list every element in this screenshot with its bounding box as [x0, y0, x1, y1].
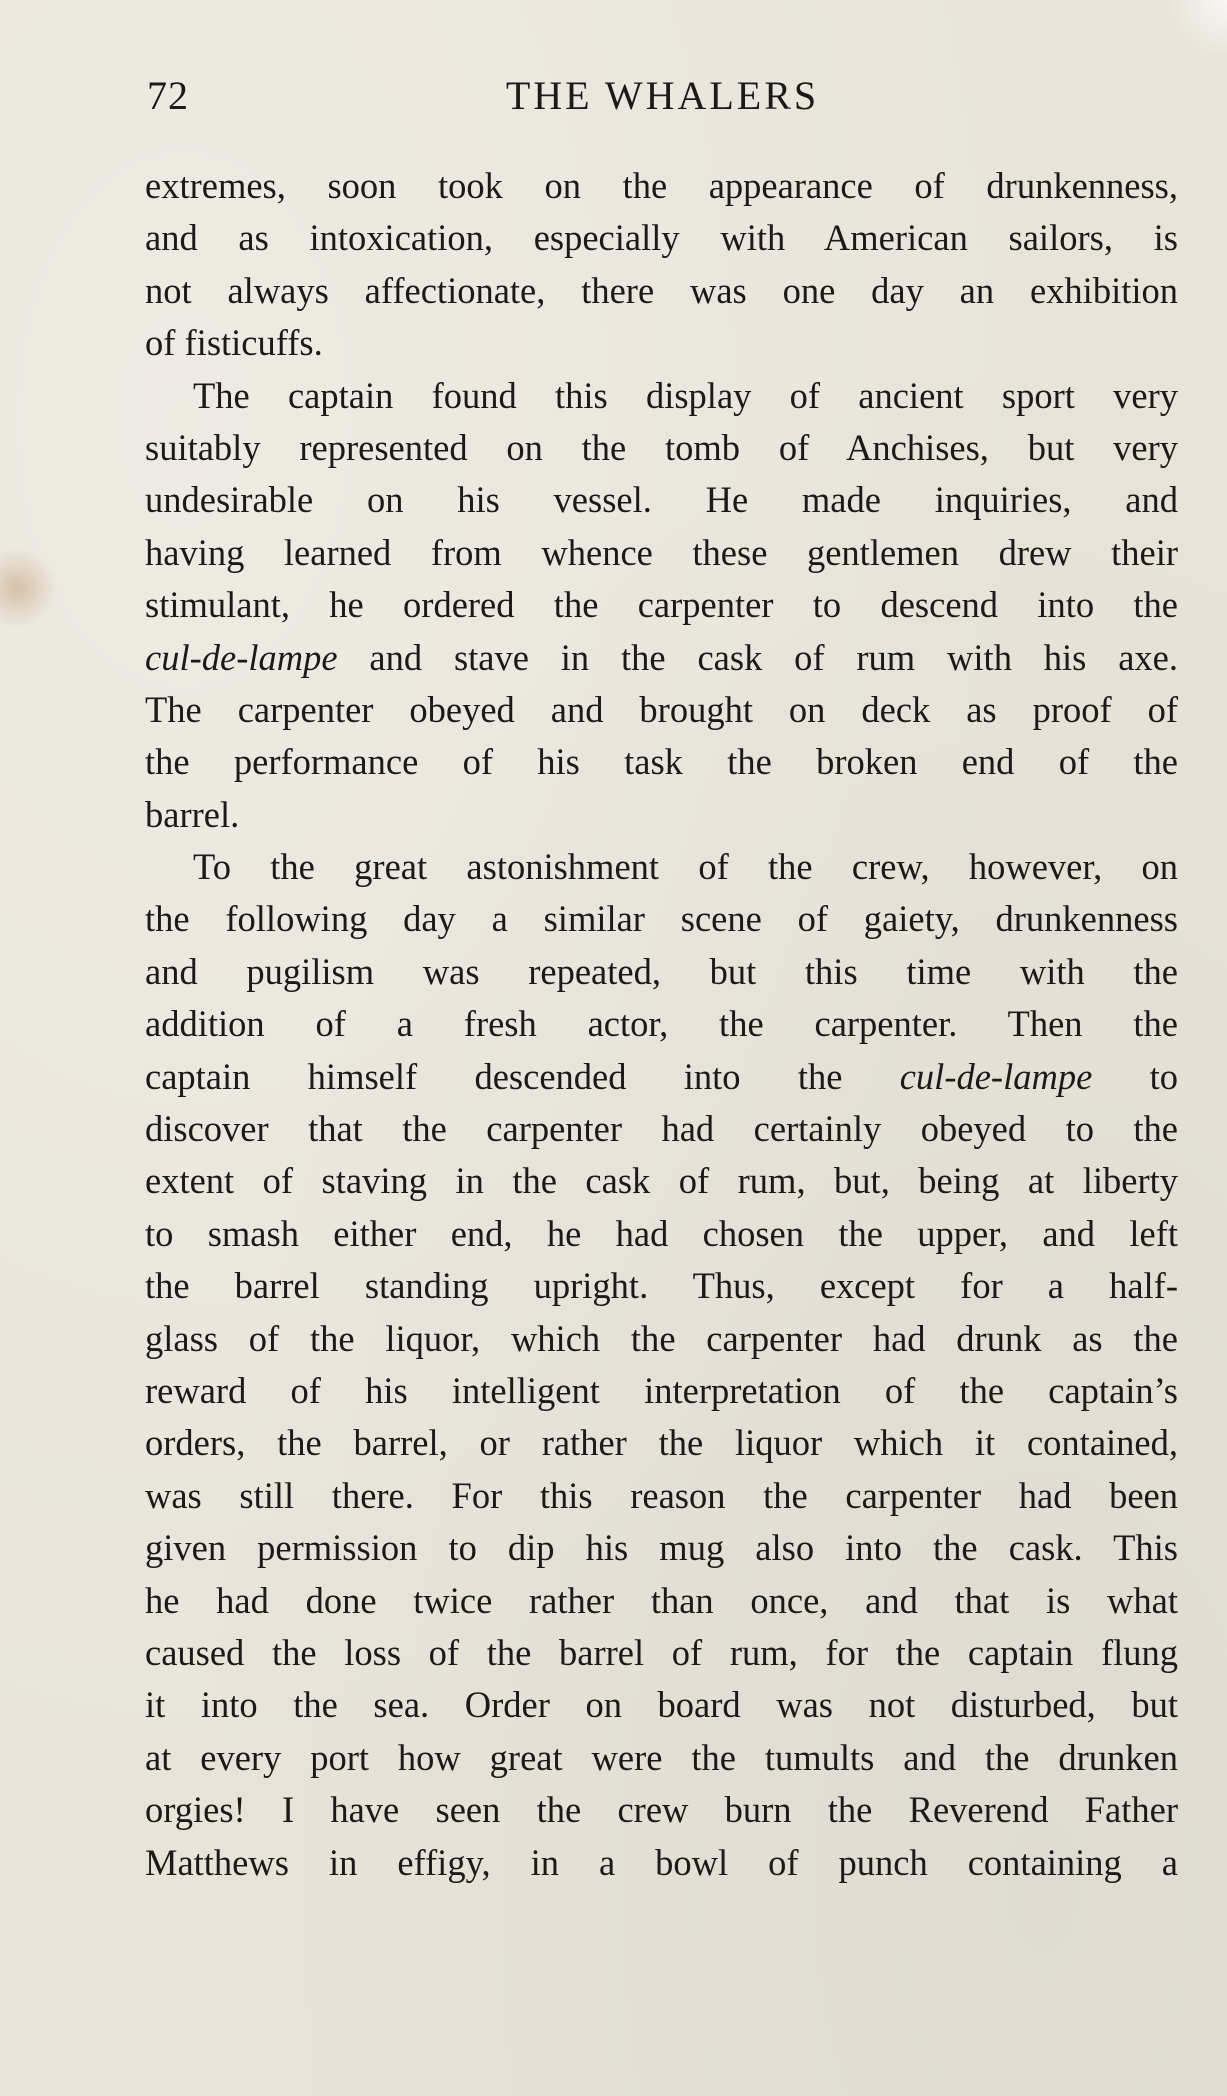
- text-run: to smash either end, he had chosen the upper, and left: [145, 1212, 1178, 1254]
- page-corner-highlight: [1167, 0, 1227, 60]
- text-run: captain himself descended into the: [145, 1055, 900, 1097]
- text-line: [145, 527, 1178, 579]
- text-run: orgies! I have seen the crew burn the Reverend Father: [145, 1789, 1178, 1831]
- text-run: glass of the liquor, which the carpenter had drunk as the: [145, 1317, 1178, 1359]
- text-line: [145, 1365, 1178, 1417]
- text-run: was still there. For this reason the carpenter had been: [145, 1474, 1178, 1516]
- text-run: it into the sea. Order on board was not disturbed, but: [145, 1684, 1178, 1726]
- running-head: THE WHALERS: [505, 73, 820, 118]
- text-line: [145, 579, 1178, 631]
- text-run: and stave in the cask of rum with his axe.: [337, 636, 1178, 678]
- text-run: extent of staving in the cask of rum, but, being at liberty: [145, 1160, 1178, 1202]
- text-run: the following day a similar scene of gaiety, drunkenness: [145, 898, 1178, 940]
- text-line: [145, 1470, 1178, 1522]
- text-line: [145, 1522, 1178, 1574]
- text-line: [145, 1417, 1178, 1469]
- text-line: [145, 474, 1178, 526]
- text-line: [145, 1575, 1178, 1627]
- page-number: 72: [147, 73, 189, 118]
- text-run: given permission to dip his mug also into the cask. This: [145, 1527, 1178, 1569]
- italic-phrase: cul-de-lampe: [145, 636, 338, 678]
- text-run: and pugilism was repeated, but this time with the: [145, 950, 1178, 992]
- text-line: [145, 160, 1178, 212]
- italic-phrase: cul-de-lampe: [899, 1055, 1093, 1097]
- text-run: extremes, soon took on the appearance of drunkenness,: [145, 165, 1178, 206]
- text-line: [145, 893, 1178, 945]
- text-line: [145, 1627, 1178, 1679]
- text-run: The captain found this display of ancient sport very: [193, 374, 1178, 416]
- text-run: The carpenter obeyed and brought on deck as proof of: [145, 688, 1178, 730]
- text-run: to: [1092, 1055, 1178, 1097]
- paper-stain: [0, 548, 58, 628]
- text-line: [145, 998, 1178, 1050]
- text-line: [145, 370, 1178, 422]
- text-line: [145, 1313, 1178, 1365]
- text-run: having learned from whence these gentlemen drew their: [145, 531, 1178, 573]
- text-line: [145, 1051, 1178, 1103]
- text-run: stimulant, he ordered the carpenter to descend into the: [145, 584, 1178, 626]
- text-line: [145, 422, 1178, 474]
- text-run: barrel.: [145, 793, 240, 835]
- text-line: [145, 1784, 1178, 1836]
- text-run: of fisticuffs.: [145, 322, 323, 364]
- text-line: [145, 736, 1178, 788]
- text-run: the barrel standing upright. Thus, except for a half-: [145, 1265, 1178, 1307]
- text-run: at every port how great were the tumults and the drunken: [145, 1736, 1178, 1778]
- text-run: addition of a fresh actor, the carpenter. Then the: [145, 1003, 1178, 1045]
- text-line: [145, 789, 1178, 841]
- text-line: [145, 1837, 1178, 1889]
- text-line: [145, 1260, 1178, 1312]
- text-run: the performance of his task the broken end of the: [145, 741, 1178, 783]
- text-line: [145, 265, 1178, 317]
- text-line: [145, 946, 1178, 998]
- text-run: he had done twice rather than once, and that is what: [145, 1579, 1178, 1621]
- text-line: [145, 317, 1178, 369]
- text-run: discover that the carpenter had certainly obeyed to the: [145, 1108, 1178, 1150]
- text-run: To the great astonishment of the crew, however, on: [193, 846, 1178, 888]
- text-run: suitably represented on the tomb of Anchises, but very: [145, 426, 1178, 468]
- text-line: [145, 1679, 1178, 1731]
- text-run: caused the loss of the barrel of rum, for the captain flung: [145, 1631, 1178, 1673]
- text-line: [145, 632, 1178, 684]
- text-run: and as intoxication, especially with American sailors, is: [145, 217, 1178, 259]
- text-run: Matthews in effigy, in a bowl of punch containing a: [145, 1841, 1178, 1883]
- text-run: undesirable on his vessel. He made inquiries, and: [145, 479, 1178, 521]
- text-line: [145, 684, 1178, 736]
- text-line: [145, 212, 1178, 264]
- page-header: [147, 72, 1178, 132]
- text-run: reward of his intelligent interpretation of the captain’s: [145, 1369, 1178, 1411]
- text-line: [145, 841, 1178, 893]
- text-line: [145, 1155, 1178, 1207]
- text-line: [145, 1732, 1178, 1784]
- text-line: [145, 1208, 1178, 1260]
- body-text: [145, 160, 1178, 1889]
- text-line: [145, 1103, 1178, 1155]
- text-run: orders, the barrel, or rather the liquor which it contained,: [145, 1422, 1178, 1464]
- text-run: not always affectionate, there was one day an exhibition: [145, 269, 1178, 311]
